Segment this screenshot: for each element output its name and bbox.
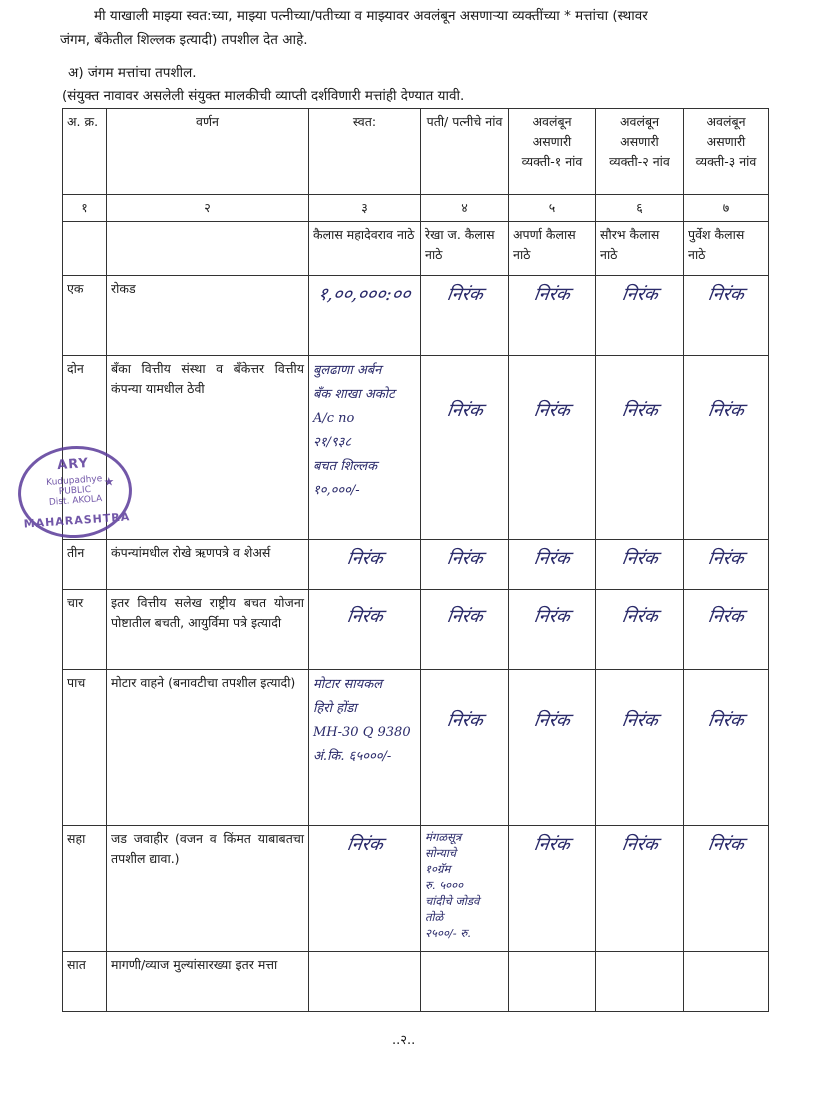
page-number: ..२.. (392, 1033, 416, 1048)
row-sr: तीन (63, 540, 107, 590)
handwritten-value: निरंक (345, 606, 384, 627)
column-number-row (63, 195, 769, 222)
names-row (63, 222, 769, 276)
table-row (63, 670, 769, 826)
col-num-6: ६ (596, 195, 684, 222)
handwritten-bank-details: बुलढाणा अर्बन बँक शाखा अकोट A/c no २१/९३८ बचत शिल्लक १०,०००/- (313, 363, 395, 498)
handwritten-value: निरंक (706, 548, 746, 569)
handwritten-value: निरंक (620, 606, 659, 627)
row-description: जड जवाहीर (वजन व किंमत याबाबतचा तपशील द्यावा.) (107, 826, 309, 952)
intro-paragraph (60, 4, 780, 52)
handwritten-value: निरंक (445, 548, 484, 569)
row-sr: चार (63, 590, 107, 670)
intro-line-1: मी याखाली माझ्या स्वत:च्या, माझ्या पत्नीच्या/पतीच्या व माझ्यावर अवलंबून असणाऱ्या व्यक्तींच्या * मत्तांचा (स्थावर (94, 8, 648, 24)
notary-stamp: ARY Kudupadhye PUBLIC Dist. AKOLA MAHARASHTRA ★ (15, 442, 135, 542)
handwritten-value: निरंक (445, 606, 484, 627)
handwritten-value: निरंक (532, 834, 572, 855)
section-heading: अ) जंगम मत्तांचा तपशील. (68, 65, 197, 81)
name-spouse: रेखा ज. कैलास नाठे (421, 222, 509, 276)
col-num-3: ३ (309, 195, 421, 222)
row-description: कंपन्यांमधील रोखे ऋणपत्रे व शेअर्स (107, 540, 309, 590)
header-spouse: पती/ पत्नीचे नांव (421, 109, 509, 195)
name-self: कैलास महादेवराव नाठे (309, 222, 421, 276)
handwritten-value: निरंक (706, 710, 746, 731)
header-dependent-1: अवलंबून असणारी व्यक्ती-१ नांव (509, 109, 596, 195)
handwritten-value: निरंक (345, 548, 384, 569)
header-row (63, 109, 769, 195)
table-row (63, 356, 769, 540)
handwritten-value: निरंक (445, 710, 484, 731)
row-description: मागणी/व्याज मुल्यांसारख्या इतर मत्ता (107, 952, 309, 1012)
row-description: बँका वित्तीय संस्था व बँकेत्तर वित्तीय कंपन्या यामधील ठेवी (107, 356, 309, 540)
row-sr: पाच (63, 670, 107, 826)
handwritten-value: निरंक (706, 284, 746, 305)
table-row (63, 540, 769, 590)
row-sr: दोन (63, 356, 107, 540)
handwritten-value: निरंक (532, 710, 572, 731)
table-row (63, 952, 769, 1012)
header-dependent-3: अवलंबून असणारी व्यक्ती-३ नांव (684, 109, 769, 195)
handwritten-value: १,००,०००:०० (316, 284, 413, 305)
handwritten-value: निरंक (620, 548, 659, 569)
movable-assets-table (62, 108, 769, 1012)
col-num-7: ७ (684, 195, 769, 222)
handwritten-value: निरंक (532, 284, 572, 305)
handwritten-value: निरंक (345, 834, 384, 855)
handwritten-value: निरंक (620, 834, 659, 855)
col-num-1: १ (63, 195, 107, 222)
handwritten-value: निरंक (706, 400, 746, 421)
handwritten-value: निरंक (532, 548, 572, 569)
handwritten-value: निरंक (620, 400, 659, 421)
row-sr: सात (63, 952, 107, 1012)
handwritten-value: निरंक (620, 284, 659, 305)
handwritten-jewellery-details: मंगळसूत्र सोन्याचे १०ग्रॅम रु. ५००० चांदीचे जोडवे तोळे २५००/- रु. (425, 830, 480, 940)
header-description: वर्णन (107, 109, 309, 195)
name-dependent-2: सौरभ कैलास नाठे (596, 222, 684, 276)
name-dependent-1: अपर्णा कैलास नाठे (509, 222, 596, 276)
handwritten-value: निरंक (532, 606, 572, 627)
name-dependent-3: पुर्वेश कैलास नाठे (684, 222, 769, 276)
col-num-5: ५ (509, 195, 596, 222)
row-description: रोकड (107, 276, 309, 356)
handwritten-value: निरंक (445, 400, 484, 421)
handwritten-value: निरंक (706, 834, 746, 855)
handwritten-value: निरंक (532, 400, 572, 421)
table-row (63, 826, 769, 952)
handwritten-value: निरंक (706, 606, 746, 627)
row-description: इतर वित्तीय सलेख राष्ट्रीय बचत योजना पोष्टातील बचती, आयुर्विमा पत्रे इत्यादी (107, 590, 309, 670)
intro-line-2: जंगम, बँकेतील शिल्लक इत्यादी) तपशील देत आहे. (60, 32, 308, 48)
col-num-2: २ (107, 195, 309, 222)
handwritten-vehicle-details: मोटार सायकल हिरो होंडा MH-30 Q 9380 अं.कि. ६५०००/- (313, 677, 411, 764)
header-dependent-2: अवलंबून असणारी व्यक्ती-२ नांव (596, 109, 684, 195)
handwritten-value: निरंक (445, 284, 484, 305)
table-row (63, 590, 769, 670)
star-icon: ★ (103, 474, 115, 489)
header-self: स्वत: (309, 109, 421, 195)
joint-ownership-note: (संयुक्त नावावर असलेली संयुक्त मालकीची व्याप्ती दर्शविणारी मत्तांही देण्यात यावी. (62, 88, 465, 104)
handwritten-value: निरंक (620, 710, 659, 731)
header-sr: अ. क्र. (63, 109, 107, 195)
row-sr: सहा (63, 826, 107, 952)
col-num-4: ४ (421, 195, 509, 222)
row-description: मोटार वाहने (बनावटीचा तपशील इत्यादी) (107, 670, 309, 826)
row-sr: एक (63, 276, 107, 356)
table-row (63, 276, 769, 356)
